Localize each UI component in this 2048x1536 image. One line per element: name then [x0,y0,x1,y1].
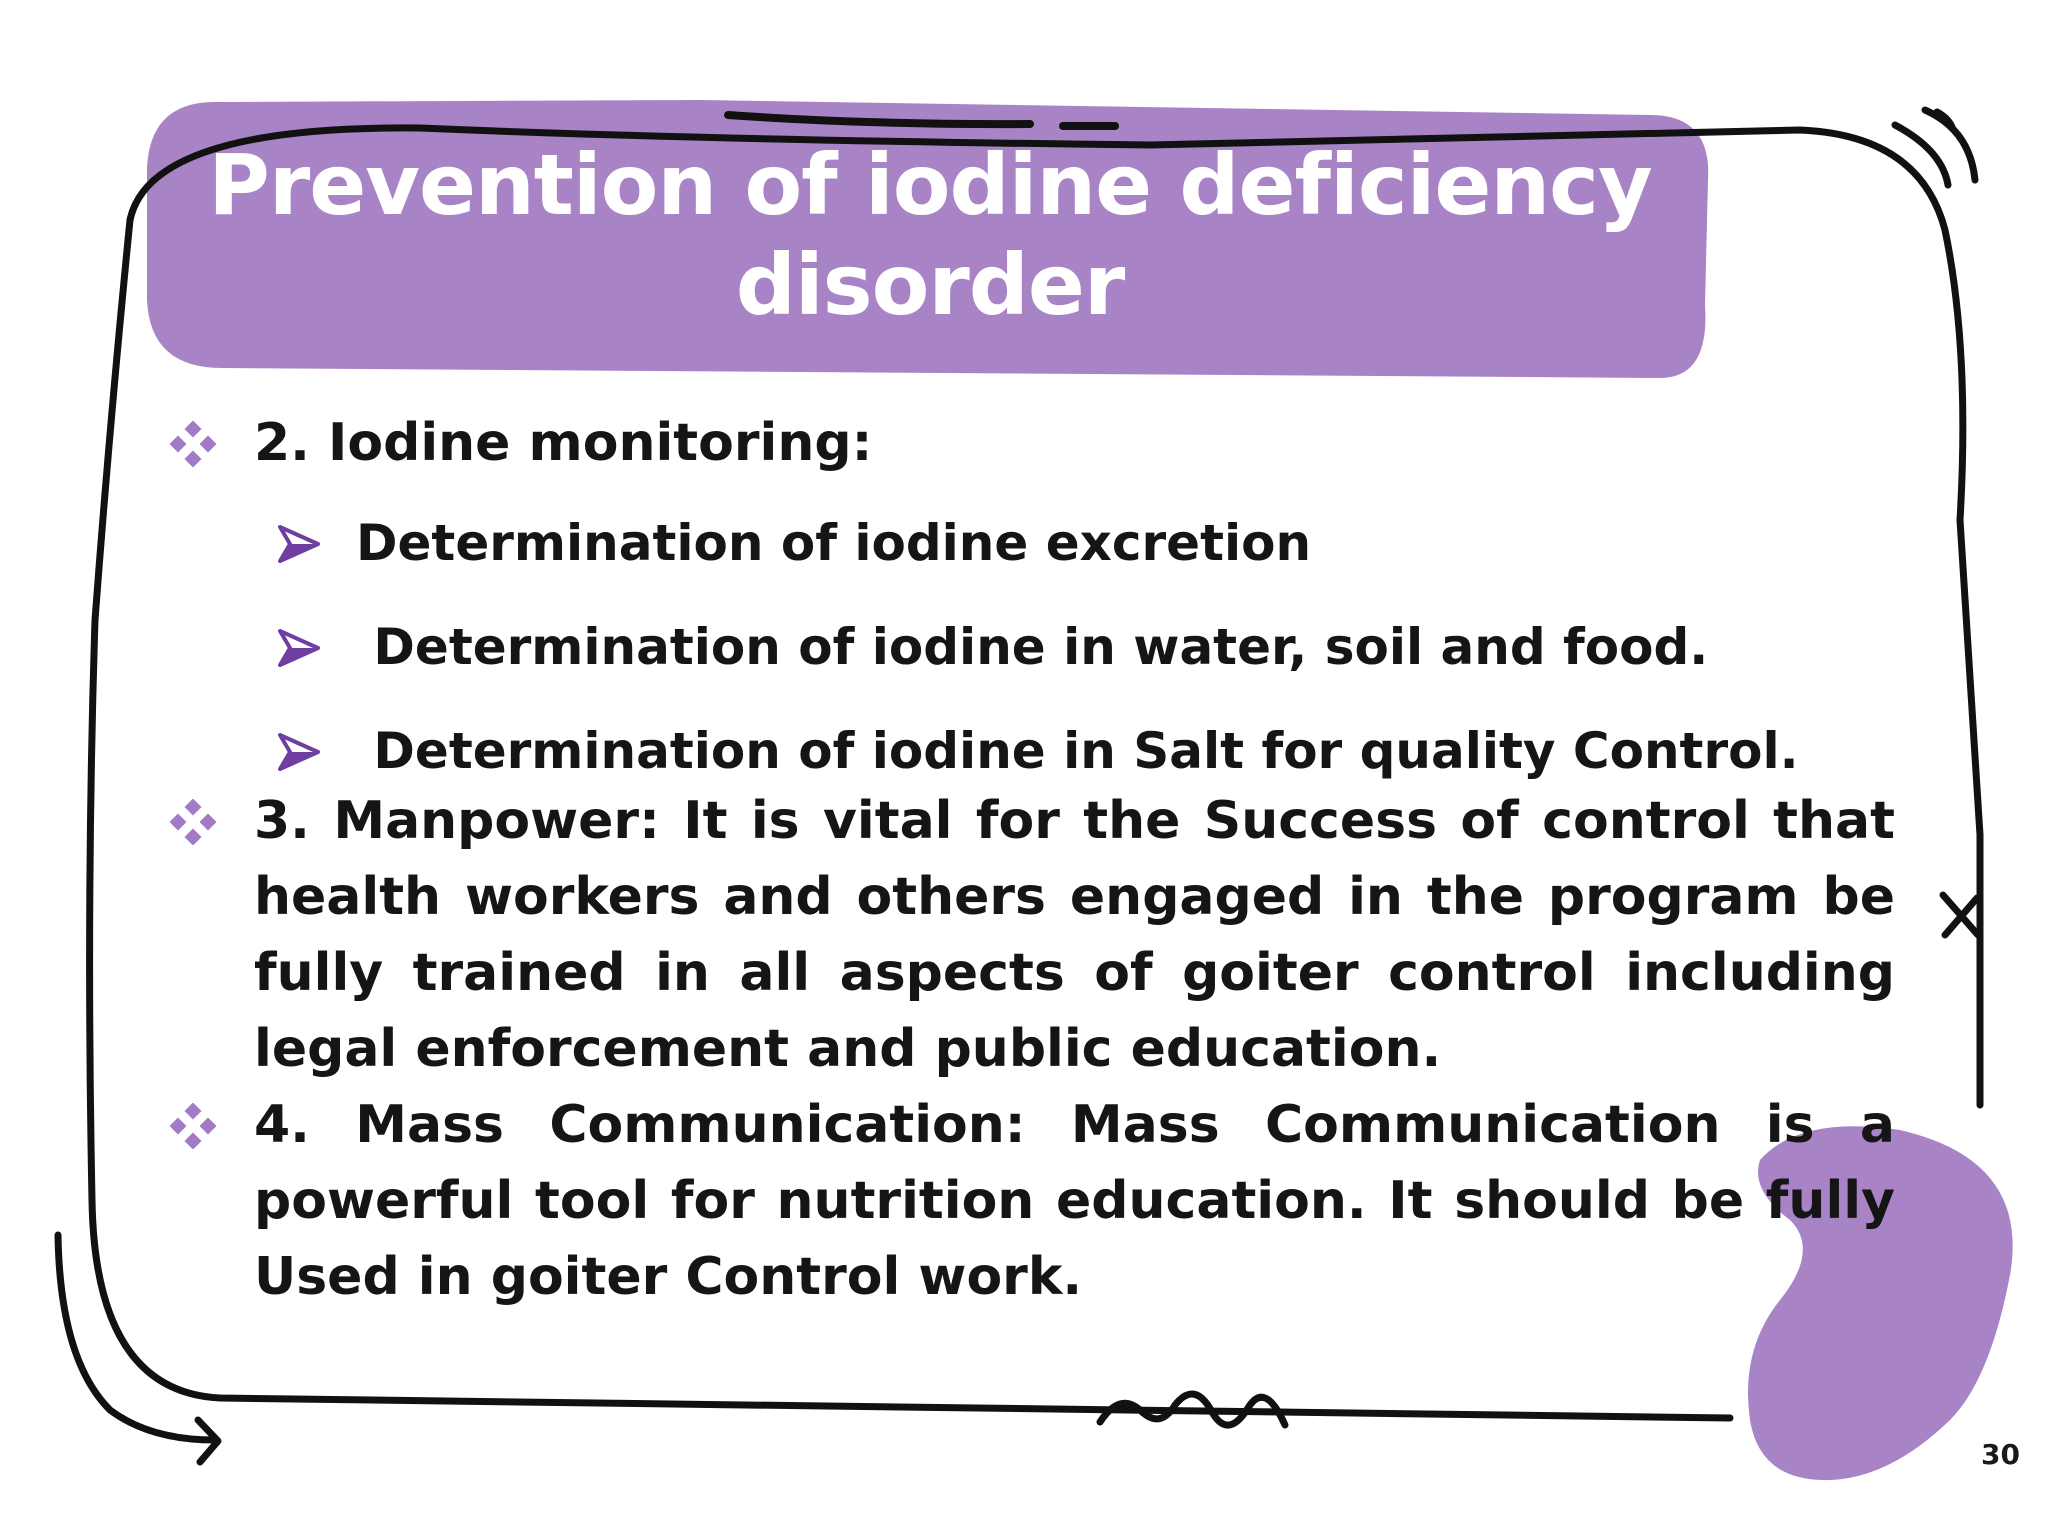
content-list [170,405,1895,1315]
arrow-bullet-icon [276,521,322,567]
four-diamond-icon [170,799,216,845]
title-banner [150,100,1710,370]
frame-right-edge [1960,520,1980,835]
sub-item-iodine-excretion [170,491,1895,595]
bullet-text: 3. Manpower: It is vital for the Success of control that health workers and others engaged in the program be fully trained in all aspects of goiter control including legal enforcement and public education. [254,791,1895,1079]
bullet-text: 2. Iodine monitoring: [254,413,873,473]
four-diamond-icon [170,1103,216,1149]
bullet-item-mass-communication [170,1087,1895,1315]
sub-list [170,491,1895,803]
sub-item-text: Determination of iodine in Salt for quality Control. [356,722,1799,780]
bullet-text: 4. Mass Communication: Mass Communication is a powerful tool for nutrition education. It should be fully Used in goiter Control work. [254,1095,1895,1307]
sub-item-text: Determination of iodine in water, soil and food. [356,618,1709,676]
bullet-item-iodine-monitoring [170,405,1895,481]
four-diamond-icon [170,421,216,467]
sub-item-water-soil-food [170,595,1895,699]
arrow-bullet-icon [276,625,322,671]
slide-title: Prevention of iodine deficiency disorder [208,136,1652,334]
bullet-item-manpower [170,783,1895,1087]
page-number: 30 [1981,1438,2020,1471]
sub-item-text: Determination of iodine excretion [356,514,1312,572]
arrow-bullet-icon [276,729,322,775]
cross-mark [1943,895,1978,935]
